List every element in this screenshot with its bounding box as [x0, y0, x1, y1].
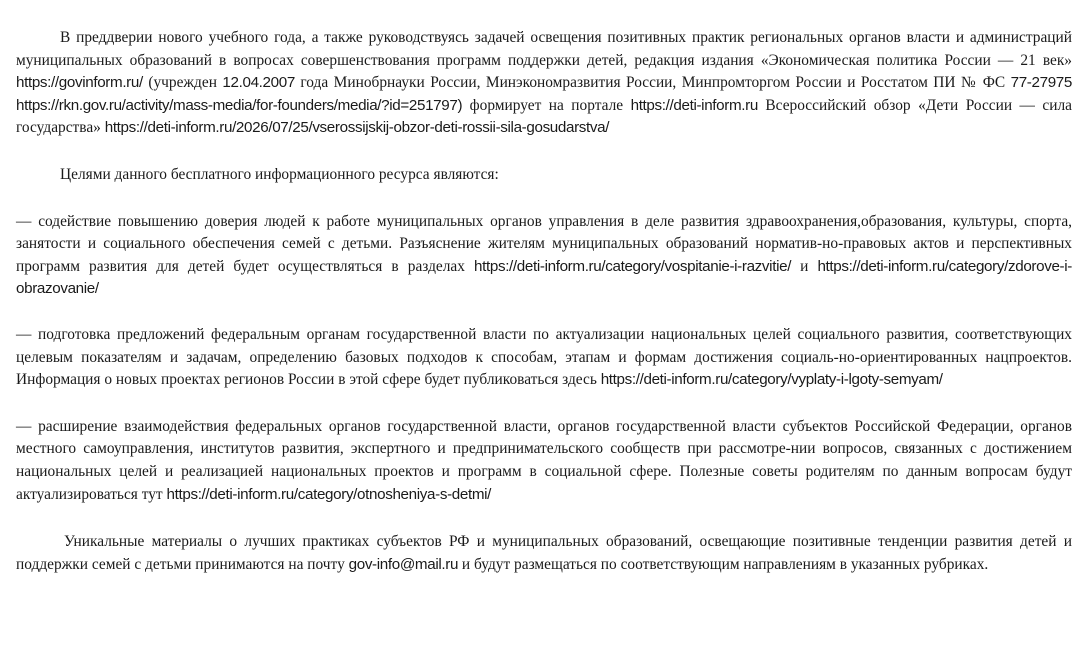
goal-1-conjunction: и	[791, 257, 818, 275]
deti-inform-link[interactable]: https://deti-inform.ru	[630, 96, 758, 114]
goal-3-text: — расширение взаимодействия федеральных органов государственной власти, органов государственной власти субъектов Российской Федерации, органов местного самоуправления, институтов развития, экспертного и предпринимательского сообществ при рассмотре-нии вопросов, связанных с достижением национальных целей и реализацией национальных проектов и программ в социальной сфере. Полезные советы родителям по данным вопросам будут актуализироваться тут	[16, 417, 1072, 503]
goal-2-text: — подготовка предложений федеральным органам государственной власти по актуализации национальных целей социального развития, соответствующих целевым показателям и задачам, определению базовых подходов к способам, этапам и формам достижения социаль-но-ориентированных нацпроектов. Информация о новых проектах регионов России в этой сфере будет публиковаться здесь	[16, 325, 1072, 389]
upbringing-category-link[interactable]: https://deti-inform.ru/category/vospitanie-i-razvitie/	[474, 257, 792, 275]
overview-article-link[interactable]: https://deti-inform.ru/2026/07/25/vserossijskij-obzor-deti-rossii-sila-gosudarstva/	[104, 119, 610, 137]
rkn-link[interactable]: 77-27975 https://rkn.gov.ru/activity/mass-media/for-founders/media/?id=251797)	[16, 74, 1072, 114]
intro-text-1: В преддверии нового учебного года, а также руководствуясь задачей освещения позитивных практик региональных органов власти и администраций муниципальных образований в вопросах совершенствования программ поддержки детей, редакция издания «Экономическая политика России — 21 век»	[16, 29, 1072, 69]
goal-1-text: — содействие повышению доверия людей к работе муниципальных органов управления в деле развития здравоохранения,образования, культуры, спорта, занятости и социального обеспечения семей с детьми. Разъяснение жителям муниципальных образований норматив-но-правовых актов и перспективных программ развития для детей будет осуществляться в разделах	[16, 212, 1072, 275]
goal-item-3	[16, 416, 1072, 506]
closing-paragraph	[16, 531, 1072, 576]
govinform-link[interactable]: https://govinform.ru/	[16, 74, 143, 92]
payments-benefits-category-link[interactable]: https://deti-inform.ru/category/vyplaty-i-lgoty-semyam/	[600, 371, 943, 389]
document-page	[16, 0, 1072, 576]
intro-text-4: формирует на портале	[462, 96, 631, 114]
intro-text-3: года Минобрнауки России, Минэкономразвития России, Минпромторгом России и Росстатом ПИ № ФС	[294, 74, 1011, 92]
closing-text-1: Уникальные материалы о лучших практиках субъектов РФ и муниципальных образований, освещающие позитивные тенденции развития детей и поддержки семей с детьми принимаются на почту	[16, 533, 1072, 573]
goals-heading: Целями данного бесплатного информационного ресурса являются:	[60, 165, 499, 183]
relations-with-children-category-link[interactable]: https://deti-inform.ru/category/otnosheniya-s-detmi/	[166, 485, 492, 503]
goal-item-1	[16, 211, 1072, 301]
intro-text-5: Всероссийский обзор «Дети России — сила государства»	[16, 96, 1072, 137]
health-education-category-link[interactable]: https://deti-inform.ru/category/zdorove-i-obrazovanie/	[16, 257, 1072, 298]
intro-paragraph	[16, 27, 1072, 140]
submission-email-link[interactable]: gov-info@mail.ru	[348, 555, 459, 573]
intro-text-2: (учрежден	[142, 74, 223, 92]
goal-item-2	[16, 324, 1072, 392]
registration-date: 12.04.2007	[222, 74, 295, 92]
closing-text-2: и будут размещаться по соответствующим направлениям в указанных рубриках.	[458, 555, 989, 573]
